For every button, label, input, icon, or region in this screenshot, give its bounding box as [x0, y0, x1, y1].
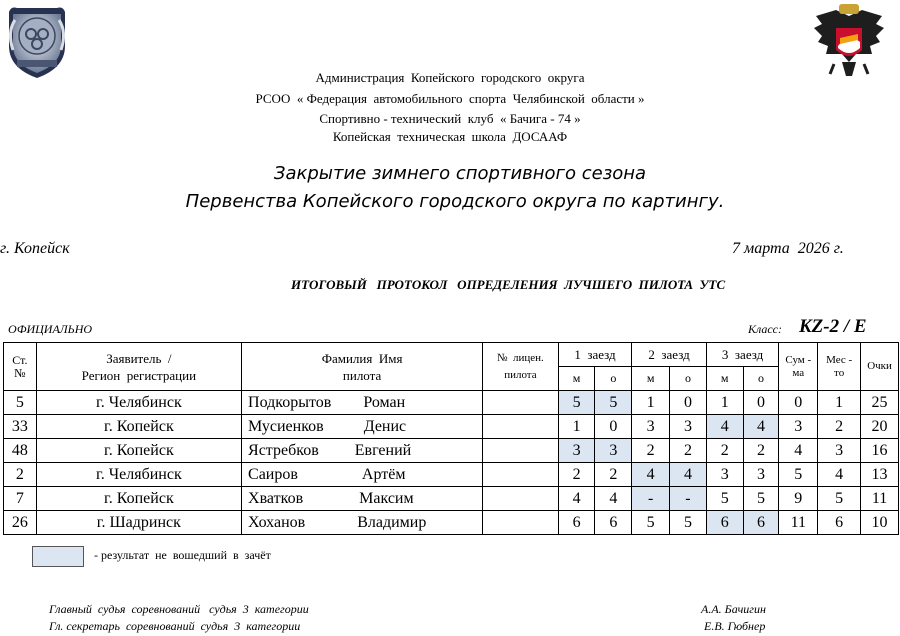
cell-pilot-name: Хоханов Владимир	[242, 511, 483, 535]
cell-sum: 11	[779, 511, 818, 535]
official-label: ОФИЦИАЛЬНО	[8, 322, 93, 336]
cell-race-result: 6	[706, 511, 743, 535]
secretary-name: Е.В. Гюбнер	[704, 619, 766, 633]
city: г. Копейск	[0, 240, 70, 257]
cell-race-result: 1	[706, 391, 743, 415]
cell-license	[483, 487, 559, 511]
col-pilot-name	[242, 343, 483, 391]
header-line-federation: РСОО « Федерация автомобильного спорта Челябинской области »	[255, 91, 645, 106]
col-race-3: 3 заезд	[706, 343, 779, 367]
cell-license	[483, 391, 559, 415]
cell-race-result: 2	[595, 463, 632, 487]
table-row	[4, 487, 899, 511]
cell-points: 10	[861, 511, 899, 535]
cell-points: 25	[861, 391, 899, 415]
table-row	[4, 439, 899, 463]
cell-race-result: 5	[595, 391, 632, 415]
cell-race-result: 3	[632, 415, 670, 439]
cell-pilot-name: Ястребков Евгений	[242, 439, 483, 463]
cell-race-result: 3	[706, 463, 743, 487]
cell-license	[483, 415, 559, 439]
col-race-3-o: о	[743, 367, 779, 391]
cell-race-result: 2	[706, 439, 743, 463]
cell-race-result: 5	[743, 487, 779, 511]
cell-sum: 5	[779, 463, 818, 487]
cell-race-result: 5	[670, 511, 707, 535]
cell-race-result: 2	[670, 439, 707, 463]
chief-judge-label: Главный судья соревнований судья 3 категории	[49, 602, 309, 616]
cell-race-result: 3	[595, 439, 632, 463]
col-race-2: 2 заезд	[632, 343, 707, 367]
coat-of-arms-logo	[812, 2, 886, 80]
col-race-3-m: м	[706, 367, 743, 391]
col-start-num: №	[14, 365, 26, 380]
cell-race-result: 6	[595, 511, 632, 535]
cell-points: 13	[861, 463, 899, 487]
table-row	[4, 463, 899, 487]
col-points: Очки	[861, 343, 899, 391]
cell-place: 1	[818, 391, 861, 415]
col-place-label2: то	[834, 366, 845, 379]
legend-text: - результат не вошедший в зачёт	[94, 548, 271, 562]
cell-start-number: 2	[4, 463, 37, 487]
results-body	[4, 391, 899, 535]
cell-start-number: 7	[4, 487, 37, 511]
col-race-1: 1 заезд	[558, 343, 632, 367]
cell-race-result: 4	[558, 487, 595, 511]
col-race-1-m: м	[558, 367, 595, 391]
col-sum-label: Сум -	[785, 353, 812, 366]
cell-region: г. Челябинск	[36, 463, 241, 487]
col-sum-label2: ма	[792, 366, 805, 379]
results-table	[3, 342, 899, 535]
cell-race-result: 1	[632, 391, 670, 415]
cell-license	[483, 511, 559, 535]
cell-place: 6	[818, 511, 861, 535]
table-row	[4, 391, 899, 415]
col-license-label: № лицен.	[497, 351, 544, 364]
header-line-club: Спортивно - технический клуб « Бачига - 74 »	[319, 111, 581, 126]
cell-race-result: 4	[670, 463, 707, 487]
col-race-2-o: о	[670, 367, 707, 391]
cell-sum: 9	[779, 487, 818, 511]
col-place	[818, 343, 861, 391]
cell-pilot-name: Хватков Максим	[242, 487, 483, 511]
cell-race-result: 5	[706, 487, 743, 511]
protocol-title: ИТОГОВЫЙ ПРОТОКОЛ ОПРЕДЕЛЕНИЯ ЛУЧШЕГО ПИЛОТА УТС	[291, 277, 726, 292]
cell-license	[483, 463, 559, 487]
cell-race-result: 6	[558, 511, 595, 535]
cell-sum: 3	[779, 415, 818, 439]
cell-race-result: 0	[670, 391, 707, 415]
date: 7 марта 2026 г.	[732, 240, 844, 257]
col-applicant-label: Заявитель /	[106, 350, 172, 366]
cell-place: 2	[818, 415, 861, 439]
legend-swatch	[32, 546, 84, 567]
cell-points: 11	[861, 487, 899, 511]
cell-race-result: 1	[558, 415, 595, 439]
col-license-label2: пилота	[504, 368, 537, 381]
cell-race-result: 4	[595, 487, 632, 511]
cell-points: 20	[861, 415, 899, 439]
cell-race-result: 4	[743, 415, 779, 439]
class-value: KZ-2 / E	[799, 316, 867, 337]
cell-pilot-name: Подкорытов Роман	[242, 391, 483, 415]
cell-race-result: -	[632, 487, 670, 511]
cell-race-result: 5	[632, 511, 670, 535]
cell-place: 4	[818, 463, 861, 487]
cell-start-number: 26	[4, 511, 37, 535]
cell-race-result: 4	[632, 463, 670, 487]
cell-start-number: 48	[4, 439, 37, 463]
cell-region: г. Копейск	[36, 439, 241, 463]
col-race-2-m: м	[632, 367, 670, 391]
cell-place: 5	[818, 487, 861, 511]
cell-pilot-name: Саиров Артём	[242, 463, 483, 487]
cell-race-result: 2	[558, 463, 595, 487]
cell-license	[483, 439, 559, 463]
header-line-administration: Администрация Копейского городского округа	[315, 70, 585, 85]
header-line-school: Копейская техническая школа ДОСААФ	[332, 129, 568, 144]
cell-region: г. Копейск	[36, 487, 241, 511]
cell-race-result: 2	[743, 439, 779, 463]
cell-start-number: 5	[4, 391, 37, 415]
cell-points: 16	[861, 439, 899, 463]
table-row	[4, 415, 899, 439]
col-start-number	[4, 343, 37, 391]
cell-sum: 0	[779, 391, 818, 415]
cell-race-result: -	[670, 487, 707, 511]
cell-pilot-name: Мусиенков Денис	[242, 415, 483, 439]
col-name-label: Фамилия Имя	[321, 350, 403, 366]
secretary-label: Гл. секретарь соревнований судья 3 категории	[49, 619, 301, 633]
header-row-top	[4, 343, 899, 367]
cell-race-result: 3	[670, 415, 707, 439]
cell-place: 3	[818, 439, 861, 463]
cell-region: г. Челябинск	[36, 391, 241, 415]
cell-race-result: 3	[743, 463, 779, 487]
cell-race-result: 0	[595, 415, 632, 439]
col-applicant	[36, 343, 241, 391]
cell-region: г. Шадринск	[36, 511, 241, 535]
cell-race-result: 6	[743, 511, 779, 535]
cell-sum: 4	[779, 439, 818, 463]
cell-race-result: 0	[743, 391, 779, 415]
cell-race-result: 2	[632, 439, 670, 463]
chief-judge-name: А.А. Бачигин	[701, 602, 766, 616]
cell-race-result: 3	[558, 439, 595, 463]
event-title: Закрытие зимнего спортивного сезона	[273, 163, 647, 184]
cell-race-result: 5	[558, 391, 595, 415]
event-subtitle: Первенства Копейского городского округа по картингу.	[185, 191, 725, 212]
col-license	[483, 343, 559, 391]
col-place-label: Мес -	[826, 353, 853, 366]
cell-race-result: 4	[706, 415, 743, 439]
col-region-label: Регион регистрации	[81, 367, 197, 383]
col-race-1-o: о	[595, 367, 632, 391]
table-row	[4, 511, 899, 535]
cell-start-number: 33	[4, 415, 37, 439]
class-label: Класс:	[748, 322, 782, 336]
col-start-label: Ст.	[12, 352, 28, 367]
cell-region: г. Копейск	[36, 415, 241, 439]
col-sum	[779, 343, 818, 391]
col-pilot-label: пилота	[342, 367, 382, 383]
dosaaf-emblem-logo	[3, 2, 71, 80]
